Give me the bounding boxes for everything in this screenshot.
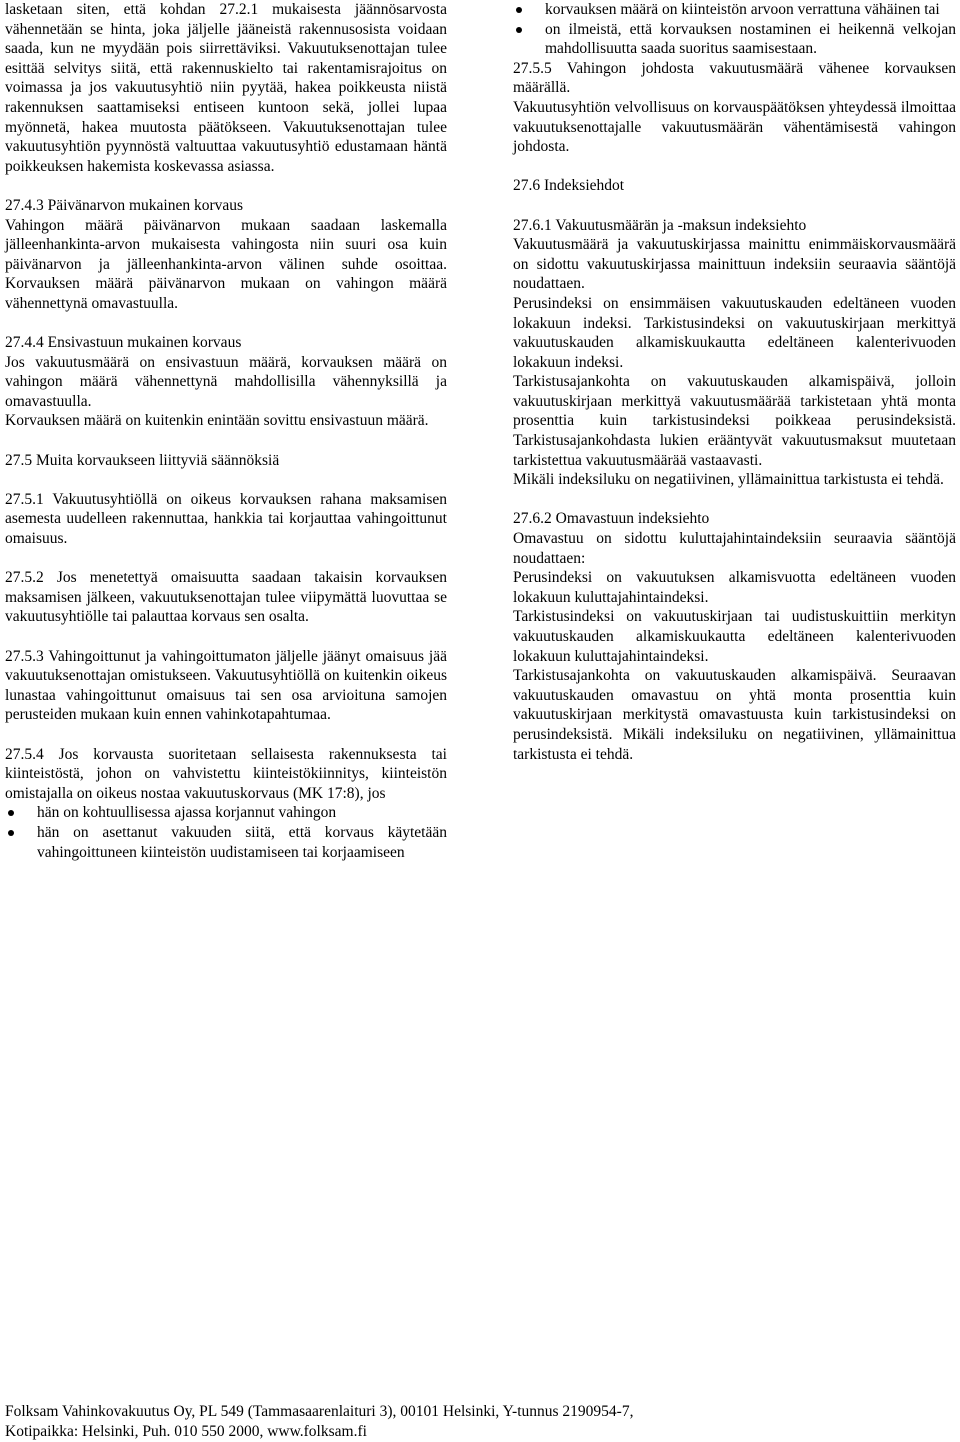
paragraph: Korvauksen määrä on kuitenkin enintään sovittu ensivastuun määrä. — [5, 412, 429, 430]
paragraph: Jos vakuutusmäärä on ensivastuun määrä, korvauksen määrä on vahingon määrä vähennettynä mahdollisilla vähennyksillä ja omavastuulla. — [5, 353, 447, 410]
section-heading: 27.6.2 Omavastuun indeksiehto — [513, 510, 710, 528]
paragraph: Mikäli indeksiluku on negatiivinen, yllämainittua tarkistusta ei tehdä. — [513, 471, 944, 489]
section-heading: 27.4.4 Ensivastuun mukainen korvaus — [5, 334, 242, 352]
paragraph: Vahingon määrä päivänarvon mukaan saadaan laskemalla jälleenhankinta-arvon mukaisesta vahingosta niin suuri osa kuin päivänarvon ja jälleenhankinta-arvon välinen suhde osoittaa. Korvauksen määrä päivänarvon mukaan on vahingon määrä vähennettynä omavastuulla. — [5, 216, 447, 312]
list-item: hän on asettanut vakuuden siitä, että korvaus käytetään vahingoittuneen kiinteistön uudistamiseen tai korjaamiseen — [5, 823, 447, 862]
section-heading: 27.4.3 Päivänarvon mukainen korvaus — [5, 196, 244, 214]
section-27-4-4 — [5, 333, 447, 431]
section-27-4-3 — [5, 196, 447, 314]
bullet-list — [513, 0, 956, 59]
paragraph-27-5-3: 27.5.3 Vahingoittunut ja vahingoittumaton jäljelle jäänyt omaisuus jää vakuutuksenottajan omistukseen. Vakuutusyhtiöllä on kuitenkin oikeus lunastaa vahingoittunut omaisuus tai sen osa arvioituna samojen perusteiden mukaan kuin ennen vahinkotapahtumaa. — [5, 647, 447, 724]
bullet-list — [5, 803, 447, 862]
left-column — [5, 0, 447, 862]
paragraph: Tarkistusindeksi on vakuutuskirjaan tai uudistuskuittiin merkityn vakuutuskauden alkamiskuukautta edeltäneen kalenterivuoden lokakuun kuluttajahintaindeksi. — [513, 608, 956, 665]
section-heading-27-5: 27.5 Muita korvaukseen liittyviä säännöksiä — [5, 451, 280, 469]
paragraph: Tarkistusajankohta on vakuutuskauden alkamispäivä. Seuraavan vakuutuskauden omavastuu on yhtä monta prosenttia kuin vakuutuskirjaan merkitystä omavastuusta kuin tarkistusindeksi on perusindeksistä. Mikäli indeksiluku on negatiivinen, yllämainittua tarkistusta ei tehdä. — [513, 667, 956, 763]
section-27-5-5 — [513, 59, 956, 157]
list-item: hän on kohtuullisessa ajassa korjannut vahingon — [5, 803, 447, 823]
paragraph: Tarkistusajankohta on vakuutuskauden alkamispäivä, jolloin vakuutuskirjaan merkittyä vakuutusmäärää tarkistetaan yhtä monta prosenttia kuin tarkistusindeksi poikkeaa perusindeksistä. Tarkistusajankohdasta lukien erääntyvät vakuutusmaksut muutetaan tarkistettua vakuutusmäärää vastaavasti. — [513, 373, 956, 469]
paragraph: Vakuutusmäärä ja vakuutuskirjassa mainittu enimmäiskorvausmäärä on sidottu vakuutuskirjassa mainittuun indeksiin seuraavia sääntöjä noudattaen. — [513, 236, 956, 293]
footer-line: Folksam Vahinkovakuutus Oy, PL 549 (Tammasaarenlaituri 3), 00101 Helsinki, Y-tunnus 2190954-7, — [5, 1403, 634, 1420]
intro-paragraph: lasketaan siten, että kohdan 27.2.1 mukaisesta jäännösarvosta vähennetään se hinta, joka jäljelle jääneistä rakennusosista voidaan saada, kun ne myydään pois siirrettäviksi. Vakuutuksenottajan tulee esittää selvitys siitä, että rakennuskielto tai rakentamisrajoitus on voimassa ja jos vakuutusyhtiö niin pyytää, hakea poikkeusta niistä rakennuksen saattamiseksi entiseen kuntoon sekä, jollei lupaa myönnetä, hakea muutosta päätökseen. Vakuutuksenottajan tulee vakuutusyhtiön pyynnöstä valtuuttaa vakuutusyhtiö edustamaan häntä poikkeuksen hakemista koskevassa asiassa. — [5, 1, 447, 175]
footer-line: Kotipaikka: Helsinki, Puh. 010 550 2000, www.folksam.fi — [5, 1422, 367, 1440]
paragraph: Perusindeksi on ensimmäisen vakuutuskauden edeltäneen vuoden lokakuun indeksi. Tarkistusindeksi on vakuutuskirjaan merkittyä vakuutuskauden alkamiskuukautta edeltäneen kalenterivuoden lokakuun indeksi. — [513, 294, 956, 371]
right-column — [513, 0, 956, 764]
section-heading: 27.6.1 Vakuutusmäärän ja -maksun indeksiehto — [513, 216, 807, 234]
paragraph: Vakuutusyhtiön velvollisuus on korvauspäätöksen yhteydessä ilmoittaa vakuutuksenottajalle vakuutusmäärän vähentämisestä vahingon johdosta. — [513, 98, 956, 156]
paragraph: 27.5.5 Vahingon johdosta vakuutusmäärä vähenee korvauksen määrällä. — [513, 59, 956, 97]
page-footer — [5, 1402, 955, 1441]
paragraph-27-5-4: 27.5.4 Jos korvausta suoritetaan sellaisesta rakennuksesta tai kiinteistöstä, johon on vahvistettu kiinteistökiinnitys, kiinteistön omistajalla on oikeus nostaa vakuutuskorvaus (MK 17:8), jos — [5, 745, 447, 802]
section-27-6-2 — [513, 509, 956, 764]
list-item: on ilmeistä, että korvauksen nostaminen ei heikennä velkojan mahdollisuutta saada suoritus saamisestaan. — [513, 20, 956, 59]
paragraph: Omavastuu on sidottu kuluttajahintaindeksiin seuraavia sääntöjä noudattaen: — [513, 530, 956, 567]
section-heading-27-6: 27.6 Indeksiehdot — [513, 177, 625, 195]
paragraph: Perusindeksi on vakuutuksen alkamisvuotta edeltäneen vuoden lokakuun kuluttajahintaindeksi. — [513, 569, 956, 606]
paragraph-27-5-1: 27.5.1 Vakuutusyhtiöllä on oikeus korvauksen rahana maksamisen asemesta uudelleen rakennuttaa, hankkia tai korjauttaa vahingoittunut omaisuus. — [5, 490, 447, 548]
paragraph-27-5-2: 27.5.2 Jos menetettyä omaisuutta saadaan takaisin korvauksen maksamisen jälkeen, vakuutuksenottajan tulee viipymättä luovuttaa se vakuutusyhtiölle tai palauttaa korvaus sen osalta. — [5, 569, 447, 626]
section-27-6-1 — [513, 216, 956, 490]
list-item: korvauksen määrä on kiinteistön arvoon verrattuna vähäinen tai — [513, 0, 956, 20]
